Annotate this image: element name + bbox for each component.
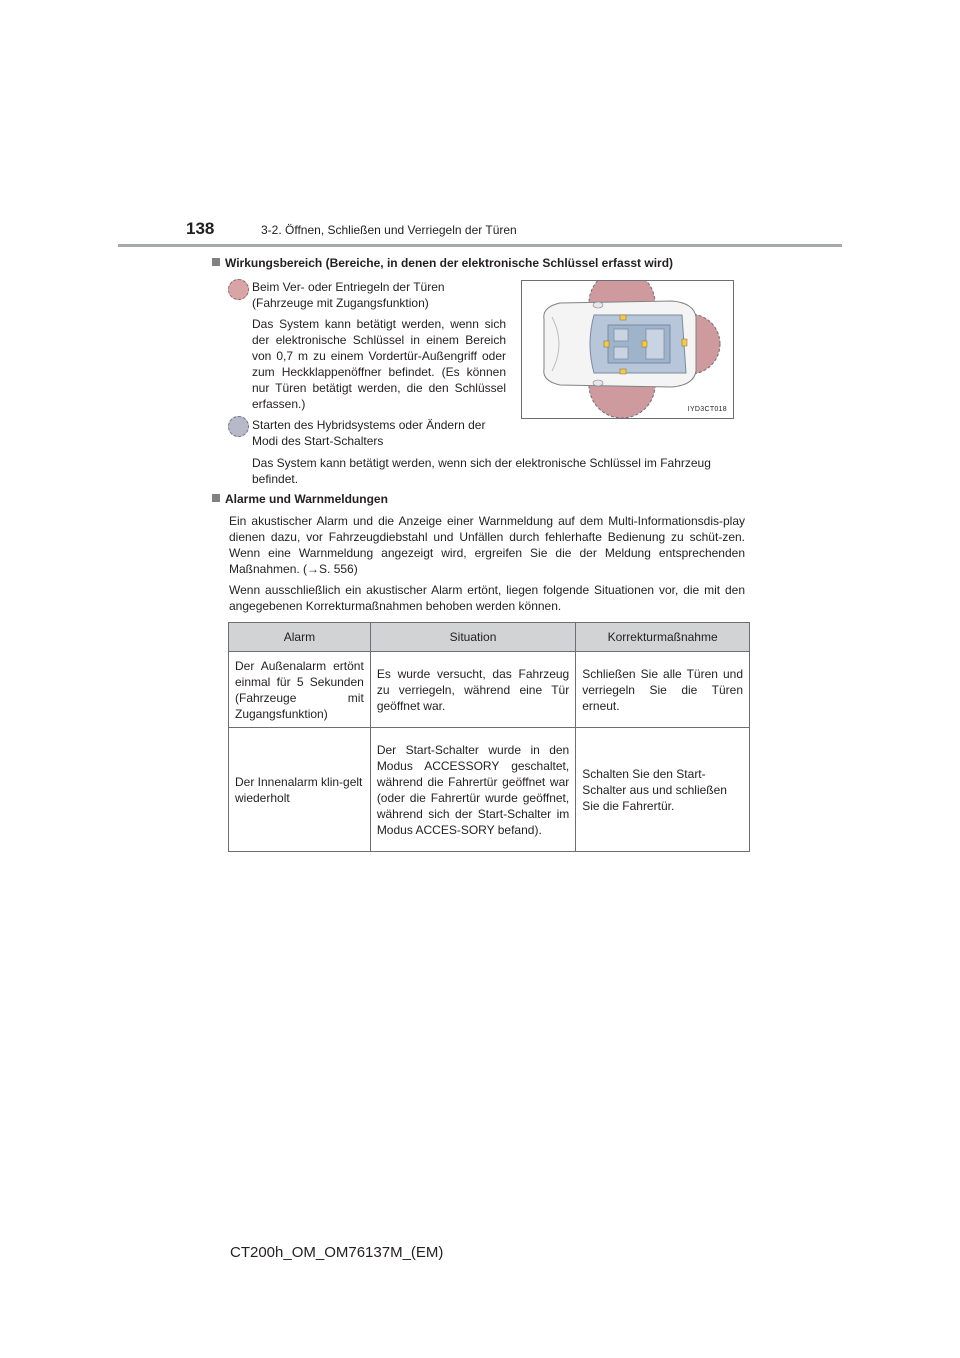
column-header-situation: Situation bbox=[370, 623, 575, 652]
column-header-alarm: Alarm bbox=[229, 623, 371, 652]
table-cell: Schalten Sie den Start-Schalter aus und schließen Sie die Fahrertür. bbox=[576, 728, 750, 852]
square-bullet-icon bbox=[212, 258, 220, 266]
figure-code: IYD3CT018 bbox=[687, 406, 727, 413]
range-marker-icon bbox=[228, 279, 249, 300]
start-marker-icon bbox=[228, 416, 249, 437]
section-heading-text: Alarme und Warnmeldungen bbox=[225, 492, 388, 506]
table-cell: Der Start-Schalter wurde in den Modus ACCESSORY geschaltet, während die Fahrertür geöffnet war (oder die Fahrertür wurde geöffnet, während sich der Start-Schalter im Modus ACCES-SORY befand). bbox=[370, 728, 575, 852]
section-heading-text: Wirkungsbereich (Bereiche, in denen der elektronische Schlüssel erfasst wird) bbox=[225, 256, 674, 270]
range-figure bbox=[521, 280, 734, 419]
page-number: 138 bbox=[186, 219, 215, 238]
car-range-diagram bbox=[522, 281, 733, 418]
item1-text: Das System kann betätigt werden, wenn sich der elektronische Schlüssel in einem Bereich von 0,7 m zu einem Vordertür-Außengriff oder zum Heckklappenöffner befindet. (Es können nur Türen betätigt werden, die den Schlüssel erfassen.) bbox=[252, 317, 506, 411]
item1-title: Beim Ver- oder Entriegeln der Türen (Fahrzeuge mit Zugangsfunktion) bbox=[252, 280, 445, 310]
item2-text: Das System kann betätigt werden, wenn sich der elektronische Schlüssel im Fahrzeug befindet. bbox=[252, 456, 711, 486]
section-heading-range bbox=[212, 256, 752, 270]
alarm-table bbox=[228, 622, 750, 852]
section-heading-alarms bbox=[212, 492, 752, 506]
table-cell: Der Innenalarm klin-gelt wiederholt bbox=[229, 728, 371, 852]
table-header-row bbox=[229, 623, 750, 652]
item2-title: Starten des Hybridsystems oder Ändern der Modi des Start-Schalters bbox=[252, 418, 486, 448]
section-title: 3-2. Öffnen, Schließen und Verriegeln der Türen bbox=[261, 223, 517, 237]
table-cell: Es wurde versucht, das Fahrzeug zu verriegeln, während eine Tür geöffnet war. bbox=[370, 652, 575, 728]
table-row bbox=[229, 728, 750, 852]
column-header-correction: Korrekturmaßnahme bbox=[576, 623, 750, 652]
alarm-paragraph-2: Wenn ausschließlich ein akustischer Alarm ertönt, liegen folgende Situationen vor, die mit den angegebenen Korrekturmaßnahmen behoben werden können. bbox=[229, 583, 745, 613]
table-cell: Der Außenalarm ertönt einmal für 5 Sekunden (Fahrzeuge mit Zugangsfunktion) bbox=[229, 652, 371, 728]
header-divider bbox=[118, 244, 842, 247]
document-code-footer: CT200h_OM_OM76137M_(EM) bbox=[230, 1244, 444, 1261]
table-row bbox=[229, 652, 750, 728]
table-cell: Schließen Sie alle Türen und verriegeln Sie die Türen erneut. bbox=[576, 652, 750, 728]
square-bullet-icon bbox=[212, 494, 220, 502]
alarm-paragraph-1: Ein akustischer Alarm und die Anzeige einer Warnmeldung auf dem Multi-Informationsdis-play dienen dazu, vor Fahrzeugdiebstahl und Unfällen durch fehlerhafte Bedienung zu schüt-zen. Wenn eine Warnmeldung angezeigt wird, ergreifen Sie die der Meldung entsprechenden Maßnahmen. (→S. 556) bbox=[229, 514, 745, 576]
